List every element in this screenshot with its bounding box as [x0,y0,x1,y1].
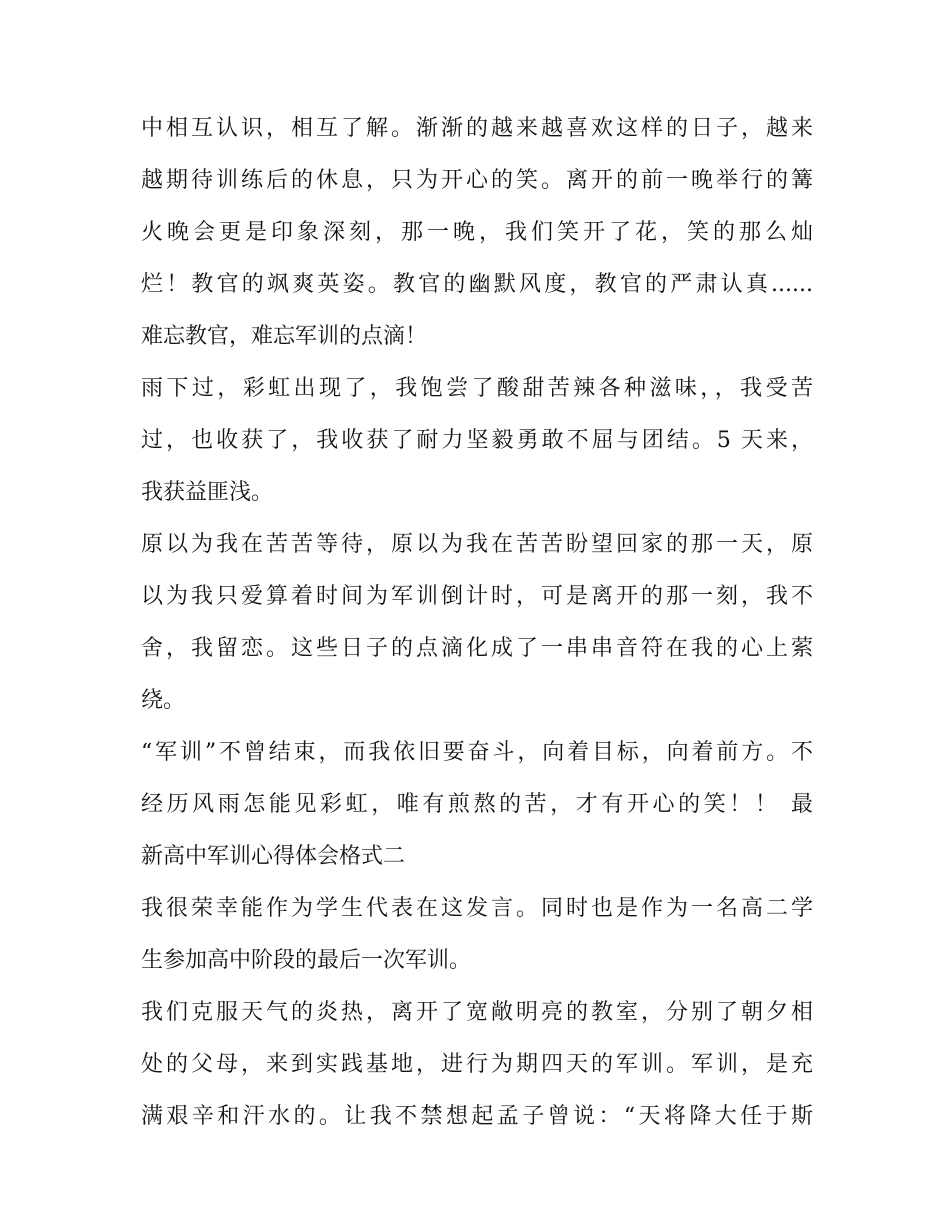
text-line: 越期待训练后的休息，只为开心的笑。离开的前一晚举行的篝 [141,168,813,193]
text-line: 以为我只爱算着时间为军训倒计时，可是离开的那一刻，我不 [141,584,813,609]
text-line: 经历风雨怎能见彩虹，唯有煎熬的苦，才有开心的笑！！ 最 [141,792,813,817]
text-line: 难忘教官，难忘军训的点滴！ [141,324,428,349]
text-line: “军训”不曾结束，而我依旧要奋斗，向着目标，向着前方。不 [141,740,813,765]
text-line: 我很荣幸能作为学生代表在这发言。同时也是作为一名高二学 [141,896,813,921]
document-body [141,103,813,1143]
text-line: 中相互认识，相互了解。渐渐的越来越喜欢这样的日子，越来 [141,116,813,141]
text-line: 满艰辛和汗水的。让我不禁想起孟子曾说：“天将降大任于斯 [141,1104,813,1129]
text-line: 原以为我在苦苦等待，原以为我在苦苦盼望回家的那一天，原 [141,532,813,557]
text-line: 雨下过，彩虹出现了，我饱尝了酸甜苦辣各种滋味，，我受苦 [141,376,813,401]
text-line: 绕。 [141,688,186,713]
text-line: 我获益匪浅。 [141,480,274,505]
text-line: 火晚会更是印象深刻，那一晚，我们笑开了花，笑的那么灿 [141,220,813,245]
text-line: 过，也收获了，我收获了耐力坚毅勇敢不屈与团结。5 天来， [141,428,813,453]
text-line: 生参加高中阶段的最后一次军训。 [141,948,472,973]
text-line: 处的父母，来到实践基地，进行为期四天的军训。军训，是充 [141,1052,813,1077]
text-line: 新高中军训心得体会格式二 [141,844,406,869]
text-line: 我们克服天气的炎热，离开了宽敞明亮的教室，分别了朝夕相 [141,1000,813,1025]
text-line: 舍，我留恋。这些日子的点滴化成了一串串音符在我的心上萦 [141,636,813,661]
text-line: 烂！教官的飒爽英姿。教官的幽默风度，教官的严肃认真...... [141,272,813,297]
